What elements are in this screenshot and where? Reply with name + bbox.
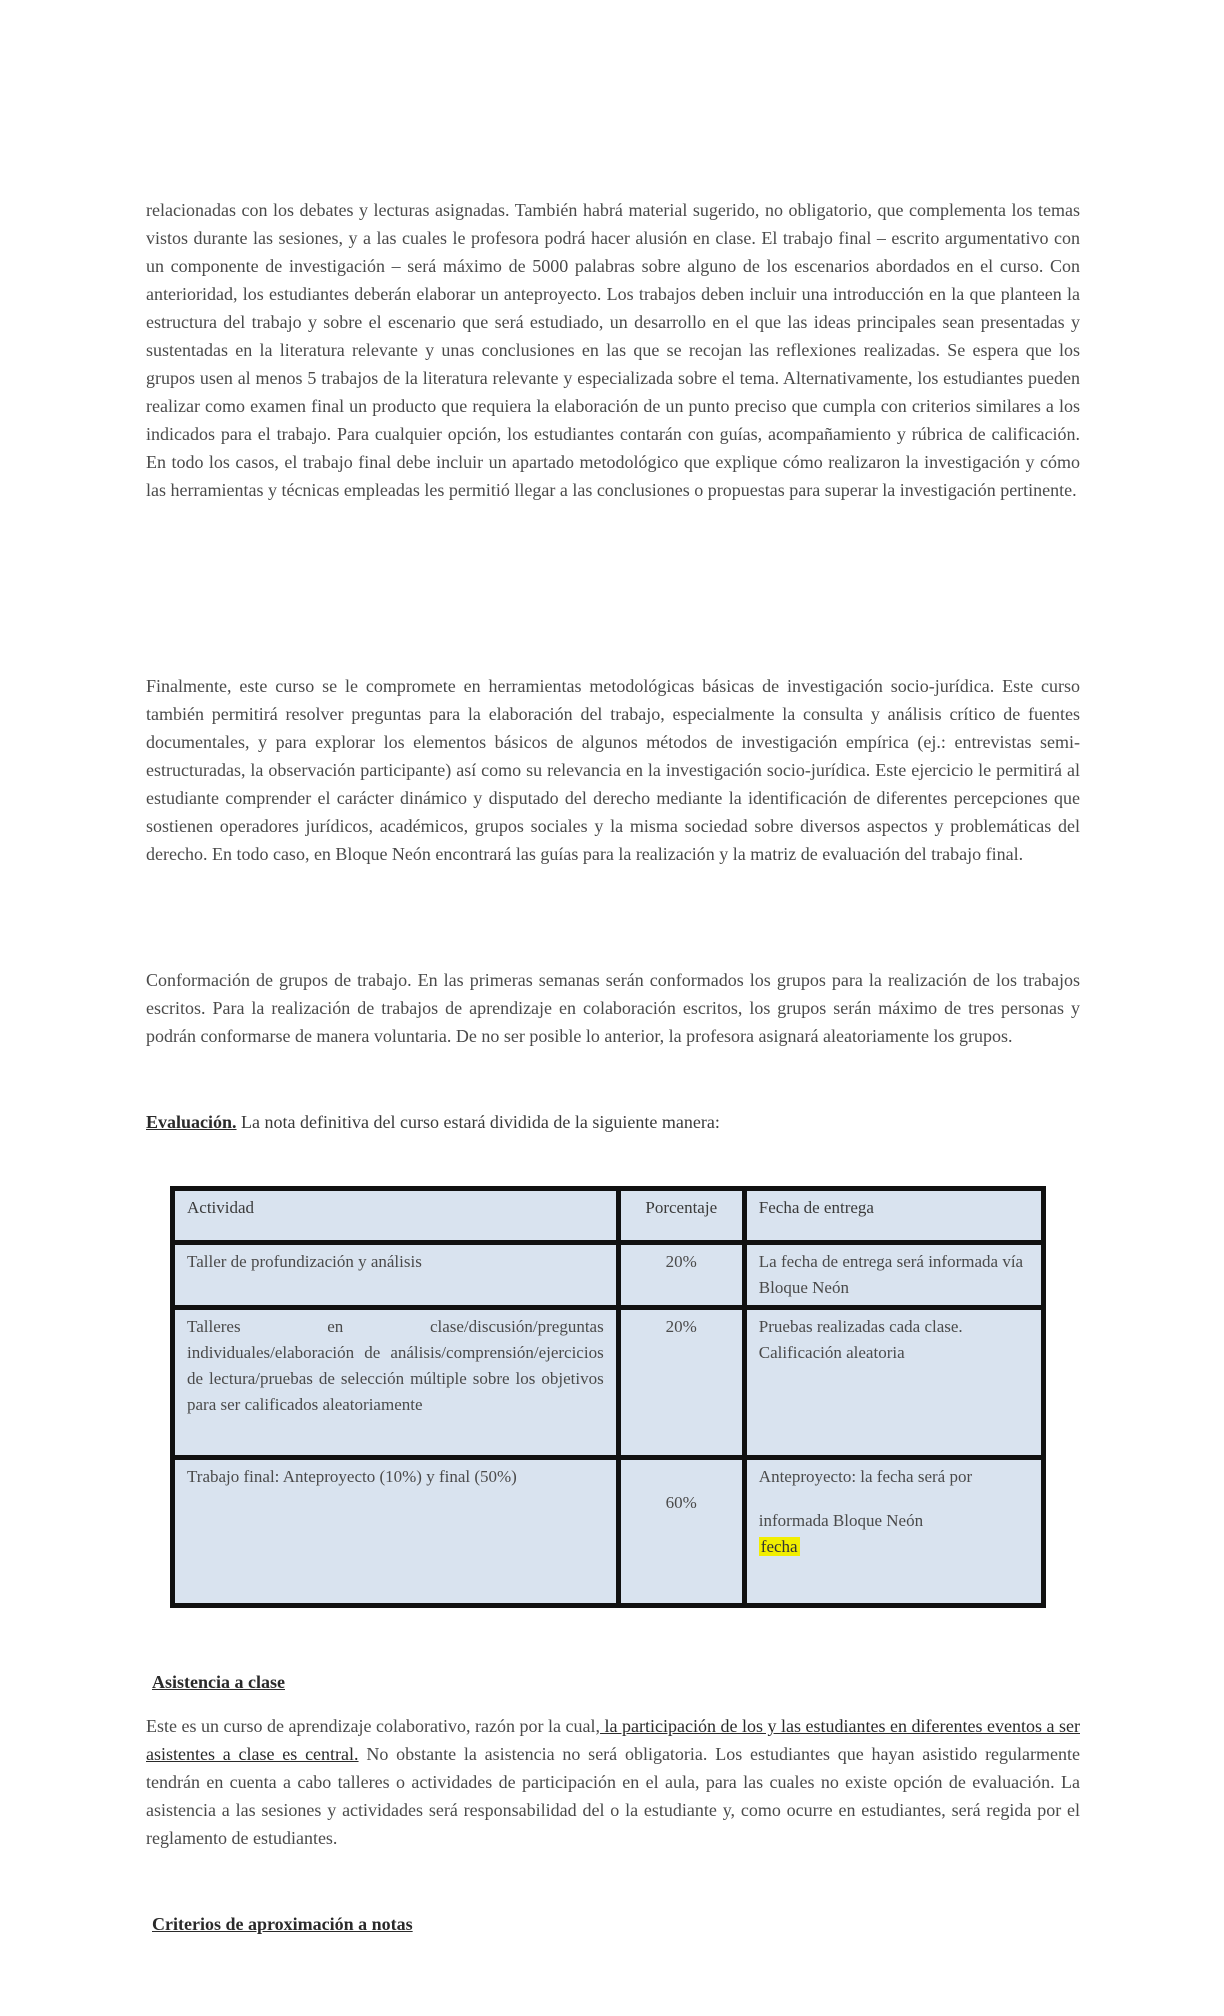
cell-percent: 20% [618,1243,744,1308]
attendance-text-start: Este es un curso de aprendizaje colaborativo, razón por la cual, [146,1716,600,1736]
cell-activity: Taller de profundización y análisis [173,1243,619,1308]
table-header-row [173,1189,1044,1243]
paragraph-final-work [146,196,1080,504]
cell-date [744,1458,1043,1606]
table-row [173,1458,1044,1606]
cell-percent: 20% [618,1308,744,1458]
paragraph-text: Conformación de grupos de trabajo. En las primeras semanas serán conformados los grupos para la realización de los trabajos escritos. Para la realización de trabajos de aprendizaje en colaboración escritos, los grupos serán máximo de tres personas y podrán conformarse de manera voluntaria. De no ser posible lo anterior, la profesora asignará aleatoriamente los grupos. [146,970,1080,1046]
evaluation-label: Evaluación. [146,1112,237,1132]
highlighted-word: fecha [760,1537,798,1556]
grading-table [170,1186,1046,1608]
header-date: Fecha de entrega [744,1189,1043,1243]
cell-activity: Trabajo final: Anteproyecto (10%) y final (50%) [173,1458,619,1606]
paragraph-text: Finalmente, este curso se le compromete en herramientas metodológicas básicas de investigación socio-jurídica. Este curso también permitirá resolver preguntas para la elaboración del trabajo, especialmente la consulta y análisis crítico de fuentes documentales, y para explorar los elementos básicos de algunos métodos de investigación empírica (ej.: entrevistas semi-estructuradas, la observación participante) así como su relevancia en la investigación socio-jurídica. Este ejercicio le permitirá al estudiante comprender el carácter dinámico y disputado del derecho mediante la identificación de diferentes percepciones que sostienen operadores jurídicos, académicos, grupos sociales y la misma sociedad sobre diversos aspectos y problemáticas del derecho. En todo caso, en Bloque Neón encontrará las guías para la realización y la matriz de evaluación del trabajo final. [146,676,1080,864]
date-text: Anteproyecto: la fecha será por [758,1467,973,1486]
cell-date: La fecha de entrega será informada vía Bloque Neón [744,1243,1043,1308]
cell-percent: 60% [618,1458,744,1606]
paragraph-text: relacionadas con los debates y lecturas asignadas. También habrá material sugerido, no obligatorio, que complementa los temas vistos durante las sesiones, y a las cuales le profesora podrá hacer alusión en clase. El trabajo final – escrito argumentativo con un componente de investigación – será máximo de 5000 palabras sobre alguno de los escenarios abordados en el curso. Con anterioridad, los estudiantes deberán elaborar un anteproyecto. Los trabajos deben incluir una introducción en la que planteen la estructura del trabajo y sobre el escenario que será estudiado, un desarrollo en el que las ideas principales sean presentadas y sustentadas en la literatura relevante y unas conclusiones en las que se recojan las reflexiones realizadas. Se espera que los grupos usen al menos 5 trabajos de la literatura relevante y especializada sobre el tema. Alternativamente, los estudiantes pueden realizar como examen final un producto que requiera la elaboración de un punto preciso que cumpla con criterios similares a los indicados para el trabajo. Para cualquier opción, los estudiantes contarán con guías, acompañamiento y rúbrica de calificación. En todo los casos, el trabajo final debe incluir un apartado metodológico que explique cómo realizaron la investigación y cómo las herramientas y técnicas empleadas les permitió llegar a las conclusiones o propuestas para superar la investigación pertinente. [146,200,1080,500]
header-percent: Porcentaje [618,1189,744,1243]
date-extra-text: informada Bloque Neón [758,1511,924,1530]
table-row [173,1308,1044,1458]
cell-date: Pruebas realizadas cada clase. Calificación aleatoria [744,1308,1043,1458]
attendance-text-underlined: la participación de los y las estudiantes en diferentes eventos a ser asistentes a clase es central. [146,1716,1080,1764]
cell-activity: Talleres en clase/discusión/preguntas individuales/elaboración de análisis/comprensión/ejercicios de lectura/pruebas de selección múltiple sobre los objetivos para ser calificados aleatoriamente [173,1308,619,1458]
paragraph-work-groups [146,966,1080,1050]
attendance-text-rest: No obstante la asistencia no será obligatoria. Los estudiantes que hayan asistido regularmente tendrán en cuenta a cabo talleres o actividades de participación en el aula, para las cuales no existe opción de evaluación. La asistencia a las sesiones y actividades será responsabilidad del o la estudiante y, como ocurre en estudiantes, será regida por el reglamento de estudiantes. [146,1744,1081,1848]
evaluation-intro [146,1108,1080,1136]
section-heading-attendance: Asistencia a clase [152,1672,285,1692]
section-heading-criteria: Criterios de aproximación a notas [152,1914,413,1934]
paragraph-attendance [146,1712,1080,1852]
paragraph-text [146,1712,1080,1852]
header-activity: Actividad [173,1189,619,1243]
paragraph-methodology [146,672,1080,868]
evaluation-text: La nota definitiva del curso estará dividida de la siguiente manera: [236,1112,720,1132]
table-row [173,1243,1044,1308]
